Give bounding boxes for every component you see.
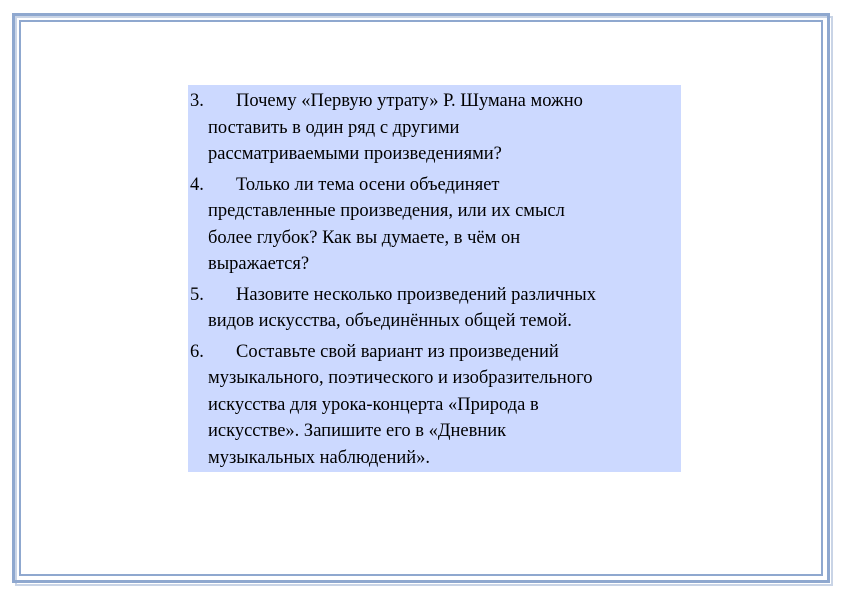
question-line: искусстве». Запишите его в «Дневник: [208, 421, 507, 441]
question-line: более глубок? Как вы думаете, в чём он: [208, 227, 521, 248]
question-number: 4.: [190, 174, 204, 195]
question-line: рассматриваемыми произведениями?: [208, 144, 502, 164]
question-line: музыкальных наблюдений».: [208, 447, 431, 468]
questions-text-box: [188, 85, 681, 472]
question-line: Составьте свой вариант из произведений: [236, 341, 559, 362]
question-line: видов искусства, объединённых общей темой.: [208, 311, 572, 331]
question-line: Только ли тема осени объединяет: [236, 174, 500, 195]
question-line: искусства для урока-концерта «Природа в: [208, 394, 539, 415]
question-item-4: [190, 172, 673, 278]
question-line: музыкального, поэтического и изобразительного: [208, 368, 593, 388]
question-item-3: [190, 88, 673, 168]
question-line: Почему «Первую утрату» Р. Шумана можно: [236, 91, 583, 111]
question-line: выражается?: [208, 254, 310, 274]
question-number: 5.: [190, 284, 204, 305]
question-line: Назовите несколько произведений различных: [236, 284, 596, 305]
question-number: 3.: [190, 91, 204, 111]
question-line: поставить в один ряд с другими: [208, 117, 460, 138]
question-number: 6.: [190, 341, 204, 362]
question-line: представленные произведения, или их смысл: [208, 201, 565, 221]
question-item-6: [190, 339, 673, 472]
question-item-5: [190, 282, 673, 335]
